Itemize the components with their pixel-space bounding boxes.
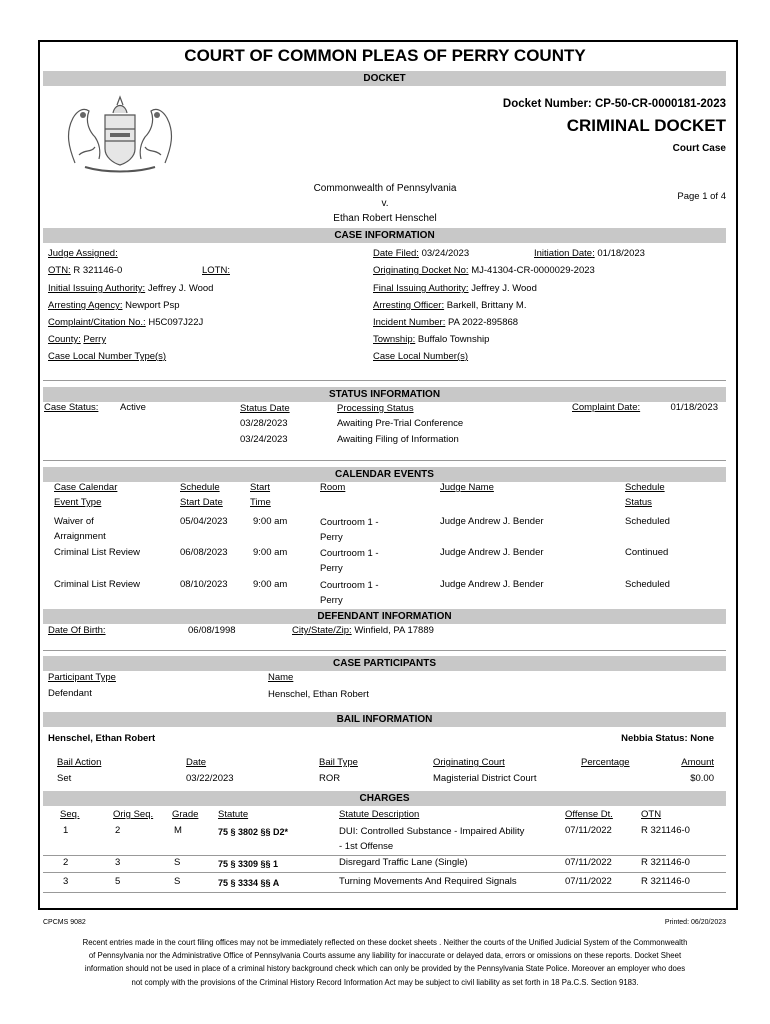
charge-seq-header: Seq. bbox=[60, 809, 80, 820]
calendar-header-judge: Judge Name bbox=[440, 482, 494, 493]
calendar-header-status-2: Status bbox=[625, 497, 652, 508]
originating-docket bbox=[373, 266, 595, 277]
fia-label: Final Issuing Authority: bbox=[373, 283, 469, 294]
arresting-agency bbox=[48, 301, 180, 312]
complaint-date-label: Complaint Date: bbox=[572, 402, 641, 413]
csz-label: City/State/Zip: bbox=[292, 625, 352, 636]
charge-orig-seq: 3 bbox=[115, 857, 121, 868]
status-row-status: Awaiting Pre-Trial Conference bbox=[337, 418, 464, 429]
processing-status-header: Processing Status bbox=[337, 403, 414, 414]
event-judge: Judge Andrew J. Bender bbox=[440, 516, 544, 527]
charge-orig-seq: 5 bbox=[115, 876, 121, 887]
status-row-date: 03/28/2023 bbox=[240, 418, 288, 429]
calendar-header-room: Room bbox=[320, 482, 346, 493]
initial-issuing-authority bbox=[48, 284, 213, 295]
county bbox=[48, 335, 106, 346]
csz-value: Winfield, PA 17889 bbox=[354, 625, 434, 636]
event-time: 9:00 am bbox=[253, 579, 288, 590]
participant-name-header: Name bbox=[268, 672, 294, 683]
pennsylvania-seal-icon bbox=[55, 93, 185, 175]
agency-value: Newport Psp bbox=[125, 300, 180, 311]
docket-bar: DOCKET bbox=[43, 71, 726, 86]
complaint-date-value: 01/18/2023 bbox=[670, 402, 718, 413]
calendar-events-bar: CALENDAR EVENTS bbox=[43, 467, 726, 482]
event-room: Courtroom 1 - bbox=[320, 517, 379, 528]
status-row-date: 03/24/2023 bbox=[240, 434, 288, 445]
case-information-bar: CASE INFORMATION bbox=[43, 228, 726, 243]
court-title: COURT OF COMMON PLEAS OF PERRY COUNTY bbox=[184, 46, 586, 65]
participant-name: Henschel, Ethan Robert bbox=[268, 689, 369, 700]
charge-description-header: Statute Description bbox=[339, 809, 420, 820]
date-filed bbox=[373, 249, 469, 260]
originating-court: Magisterial District Court bbox=[433, 773, 537, 784]
charge-grade: M bbox=[174, 825, 182, 836]
judge-assigned-label: Judge Assigned: bbox=[48, 248, 118, 259]
charge-otn: R 321146-0 bbox=[641, 857, 690, 868]
status-date-header: Status Date bbox=[240, 403, 290, 414]
bail-action: Set bbox=[57, 773, 72, 784]
charge-offense-date-header: Offense Dt. bbox=[565, 809, 613, 820]
charge-divider bbox=[43, 855, 726, 856]
charge-grade: S bbox=[174, 876, 181, 887]
date-filed-label: Date Filed: bbox=[373, 248, 419, 259]
calendar-header-time-1: Start bbox=[250, 482, 271, 493]
participant-type-header: Participant Type bbox=[48, 672, 116, 683]
event-date: 05/04/2023 bbox=[180, 516, 228, 527]
bail-action-header: Bail Action bbox=[57, 757, 102, 768]
case-kind: Court Case bbox=[672, 143, 726, 154]
complaint-value: H5C097J22J bbox=[148, 317, 204, 328]
iia-value: Jeffrey J. Wood bbox=[147, 283, 214, 294]
event-judge: Judge Andrew J. Bender bbox=[440, 579, 544, 590]
disclaimer-text: Recent entries made in the court filing offices may not be immediately reflected on these docket sheets . Neither the courts of the Unified Judicial System of the Commonwealth of Pennsylvania nor the Administrative Office of Pennsylvania Courts assume any liability for inaccurate or delayed data, errors or omissions on these reports. Docket Sheet information should not be used in place of a criminal history background check which can only be provided by the Pennsylvania State Police. Moreover an employer who does not comply with the provisions of the Criminal History Record Information Act may be subject to civil liability as set forth in 18 Pa.C.S. Section 9183. bbox=[82, 938, 688, 987]
nebbia-status: Nebbia Status: None bbox=[621, 733, 714, 744]
officer-label: Arresting Officer: bbox=[373, 300, 445, 311]
charge-statute-header: Statute bbox=[218, 809, 249, 820]
charge-otn: R 321146-0 bbox=[641, 876, 690, 887]
charge-description: DUI: Controlled Substance - Impaired Ability bbox=[339, 826, 525, 837]
dob-label: Date Of Birth: bbox=[48, 625, 106, 636]
event-type: Criminal List Review bbox=[54, 547, 141, 558]
charge-orig-seq-header: Orig Seq. bbox=[113, 809, 154, 820]
originating-court-header: Originating Court bbox=[433, 757, 505, 768]
agency-label: Arresting Agency: bbox=[48, 300, 123, 311]
calendar-header-time-2: Time bbox=[250, 497, 271, 508]
event-room-cont: Perry bbox=[320, 595, 343, 606]
status-information-bar: STATUS INFORMATION bbox=[43, 387, 726, 402]
charge-description-cont: - 1st Offense bbox=[339, 841, 394, 852]
initiation-date-value: 01/18/2023 bbox=[597, 248, 645, 259]
iia-label: Initial Issuing Authority: bbox=[48, 283, 146, 294]
caption-plaintiff: Commonwealth of Pennsylvania bbox=[313, 183, 457, 194]
county-value: Perry bbox=[83, 334, 107, 345]
bail-type: ROR bbox=[319, 773, 341, 784]
charge-offense-date: 07/11/2022 bbox=[565, 876, 612, 887]
event-room-cont: Perry bbox=[320, 563, 343, 574]
incident-label: Incident Number: bbox=[373, 317, 446, 328]
date-filed-value: 03/24/2023 bbox=[421, 248, 470, 259]
amount-header: Amount bbox=[681, 757, 714, 768]
event-date: 06/08/2023 bbox=[180, 547, 228, 558]
charge-offense-date: 07/11/2022 bbox=[565, 857, 612, 868]
event-room-cont: Perry bbox=[320, 532, 343, 543]
incident-value: PA 2022-895868 bbox=[447, 317, 519, 328]
arresting-officer bbox=[373, 301, 526, 312]
case-status-label: Case Status: bbox=[44, 402, 99, 413]
charge-statute: 75 § 3802 §§ D2* bbox=[218, 827, 289, 837]
event-date: 08/10/2023 bbox=[180, 579, 228, 590]
charges-bar: CHARGES bbox=[43, 791, 726, 806]
event-room: Courtroom 1 - bbox=[320, 548, 379, 559]
initiation-date-label: Initiation Date: bbox=[534, 248, 595, 259]
divider bbox=[43, 460, 726, 461]
otn-field bbox=[48, 266, 122, 277]
calendar-header-type-2: Event Type bbox=[54, 497, 102, 508]
caption-versus: v. bbox=[381, 198, 389, 209]
participant-type: Defendant bbox=[48, 688, 92, 699]
case-local-number-type-label: Case Local Number Type(s) bbox=[48, 351, 167, 362]
township-label: Township: bbox=[373, 334, 416, 345]
city-state-zip bbox=[292, 626, 434, 637]
county-label: County: bbox=[48, 334, 81, 345]
calendar-header-type-1: Case Calendar bbox=[54, 482, 118, 493]
incident-number bbox=[373, 318, 518, 329]
charge-divider bbox=[43, 892, 726, 893]
orig-docket-label: Originating Docket No: bbox=[373, 265, 469, 276]
event-status: Continued bbox=[625, 547, 669, 558]
printed-date: Printed: 06/20/2023 bbox=[664, 919, 726, 926]
defendant-information-bar: DEFENDANT INFORMATION bbox=[43, 609, 726, 624]
charge-offense-date: 07/11/2022 bbox=[565, 825, 612, 836]
dob-value: 06/08/1998 bbox=[188, 625, 236, 636]
status-row-status: Awaiting Filing of Information bbox=[337, 434, 459, 445]
event-time: 9:00 am bbox=[253, 516, 288, 527]
charge-otn-header: OTN bbox=[641, 809, 662, 820]
divider bbox=[43, 650, 726, 651]
form-code: CPCMS 9082 bbox=[43, 919, 86, 926]
case-local-number-label: Case Local Number(s) bbox=[373, 351, 469, 362]
docket-type: CRIMINAL DOCKET bbox=[566, 116, 726, 135]
bail-information-bar: BAIL INFORMATION bbox=[43, 712, 726, 727]
charge-otn: R 321146-0 bbox=[641, 825, 690, 836]
complaint-label: Complaint/Citation No.: bbox=[48, 317, 146, 328]
event-type: Waiver of bbox=[54, 516, 94, 527]
fia-value: Jeffrey J. Wood bbox=[471, 283, 537, 294]
initiation-date bbox=[534, 249, 645, 260]
calendar-header-date-2: Start Date bbox=[180, 497, 223, 508]
charge-seq: 2 bbox=[63, 857, 69, 868]
bail-date-header: Date bbox=[186, 757, 207, 768]
charge-seq: 3 bbox=[63, 876, 69, 887]
event-type: Criminal List Review bbox=[54, 579, 141, 590]
charge-description: Disregard Traffic Lane (Single) bbox=[339, 857, 468, 868]
caption-defendant: Ethan Robert Henschel bbox=[333, 213, 437, 224]
charge-grade: S bbox=[174, 857, 181, 868]
lotn-label: LOTN: bbox=[202, 265, 230, 276]
charge-description: Turning Movements And Required Signals bbox=[339, 876, 517, 887]
orig-docket-value: MJ-41304-CR-0000029-2023 bbox=[471, 265, 595, 276]
event-room: Courtroom 1 - bbox=[320, 580, 379, 591]
charge-grade-header: Grade bbox=[172, 809, 199, 820]
calendar-header-status-1: Schedule bbox=[625, 482, 665, 493]
complaint-citation bbox=[48, 318, 203, 329]
event-type-cont: Arraignment bbox=[54, 531, 106, 542]
township bbox=[373, 335, 489, 346]
event-time: 9:00 am bbox=[253, 547, 288, 558]
event-status: Scheduled bbox=[625, 579, 670, 590]
otn-label: OTN: bbox=[48, 265, 71, 276]
officer-value: Barkell, Brittany M. bbox=[446, 300, 527, 311]
case-status bbox=[44, 403, 98, 414]
charge-divider bbox=[43, 872, 726, 873]
township-value: Buffalo Township bbox=[417, 334, 490, 345]
event-judge: Judge Andrew J. Bender bbox=[440, 547, 544, 558]
page-indicator: Page 1 of 4 bbox=[677, 191, 726, 202]
otn-value: R 321146-0 bbox=[73, 265, 123, 276]
event-status: Scheduled bbox=[625, 516, 670, 527]
divider bbox=[43, 380, 726, 381]
case-participants-bar: CASE PARTICIPANTS bbox=[43, 656, 726, 671]
charge-orig-seq: 2 bbox=[115, 825, 121, 836]
bail-amount: $0.00 bbox=[690, 773, 714, 784]
charge-statute: 75 § 3334 §§ A bbox=[218, 878, 280, 888]
percentage-header: Percentage bbox=[581, 757, 630, 768]
bail-person: Henschel, Ethan Robert bbox=[48, 733, 156, 744]
charge-statute: 75 § 3309 §§ 1 bbox=[218, 859, 279, 869]
charge-seq: 1 bbox=[63, 825, 69, 836]
final-issuing-authority bbox=[373, 284, 537, 295]
case-status-value: Active bbox=[120, 402, 146, 413]
bail-type-header: Bail Type bbox=[319, 757, 358, 768]
calendar-header-date-1: Schedule bbox=[180, 482, 220, 493]
bail-date: 03/22/2023 bbox=[186, 773, 234, 784]
docket-number: Docket Number: CP-50-CR-0000181-2023 bbox=[502, 98, 726, 110]
